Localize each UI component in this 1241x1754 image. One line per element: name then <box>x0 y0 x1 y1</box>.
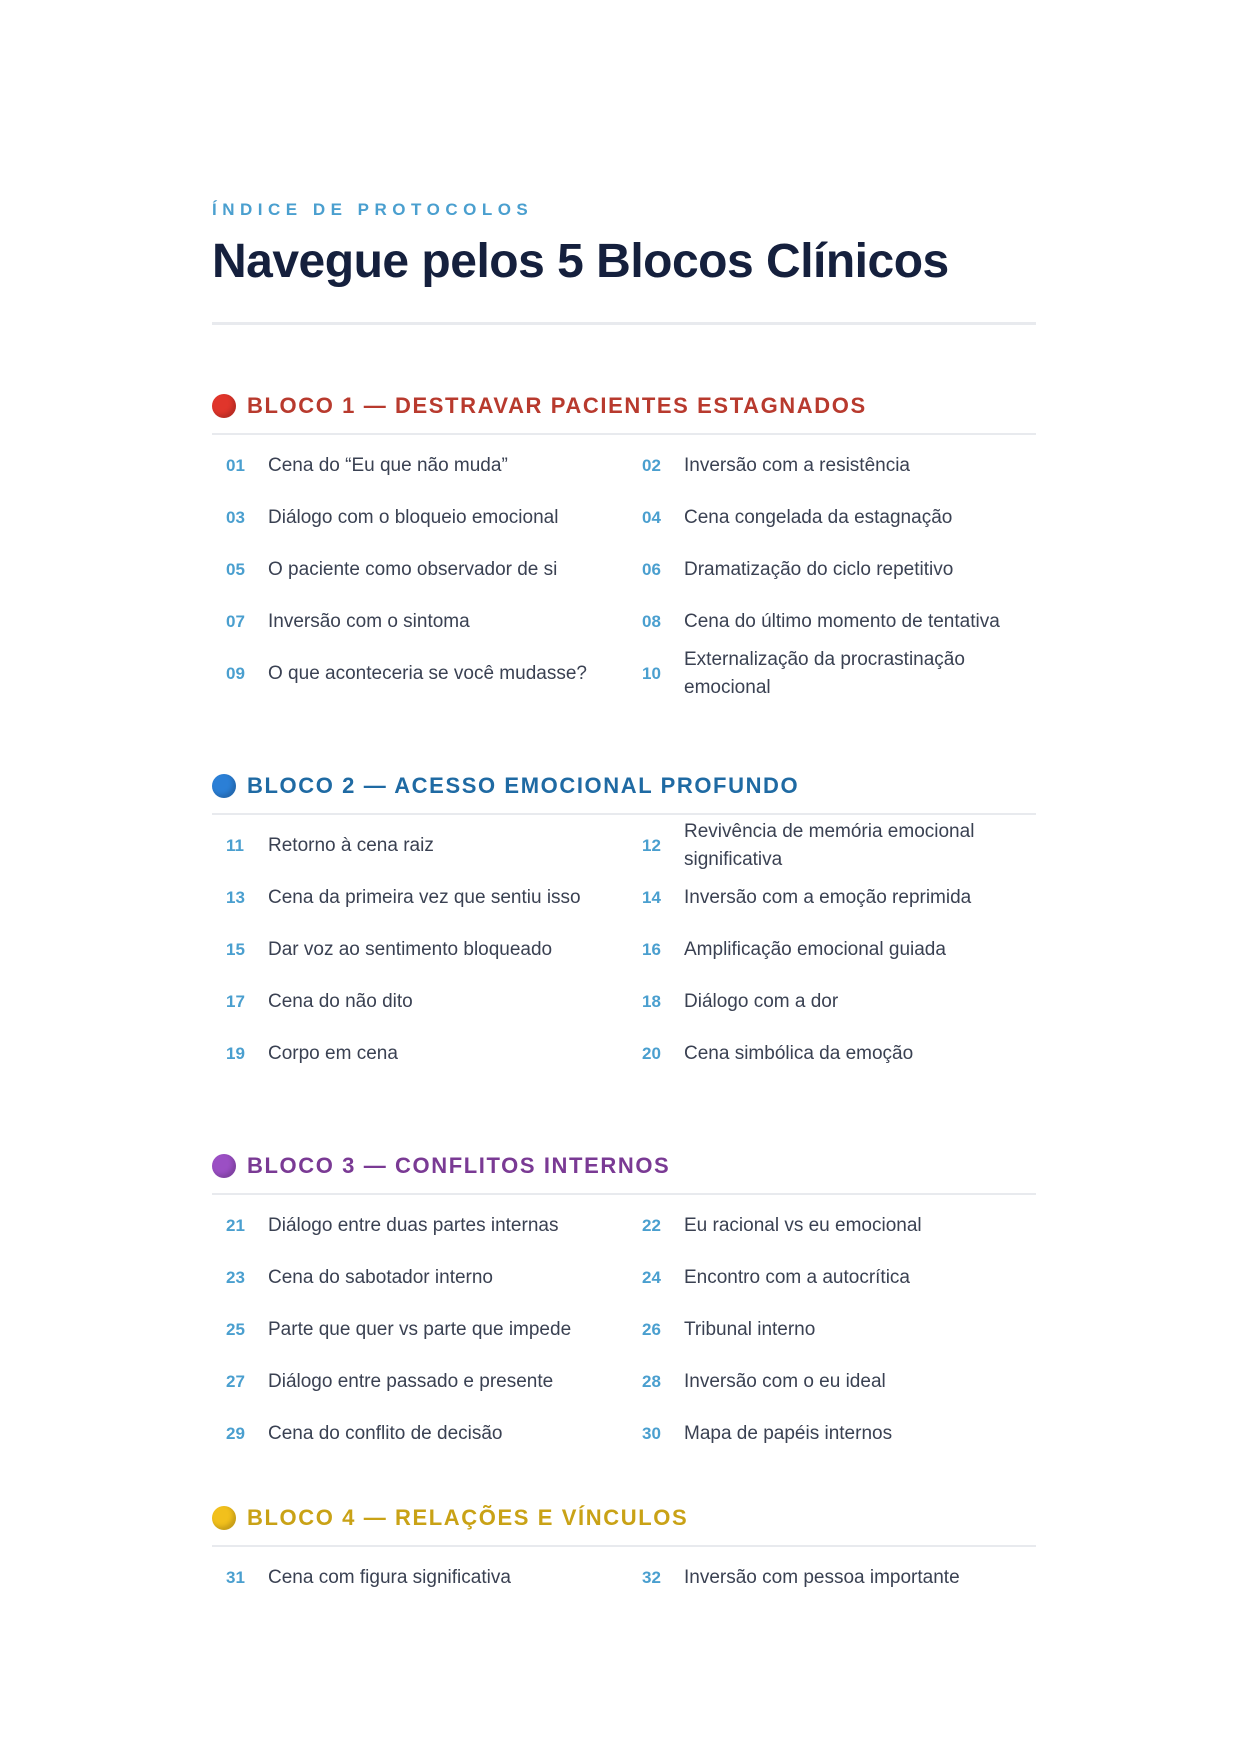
protocol-number: 15 <box>226 940 245 959</box>
protocol-label: Inversão com o eu ideal <box>684 1371 886 1392</box>
protocol-item <box>212 1356 628 1408</box>
protocol-label: Inversão com a emoção reprimida <box>684 887 972 908</box>
block-divider <box>212 433 1036 435</box>
purple-circle-icon <box>212 1154 236 1178</box>
eyebrow-label: ÍNDICE DE PROTOCOLOS <box>212 200 534 219</box>
protocol-item <box>212 820 628 872</box>
protocol-label: Eu racional vs eu emocional <box>684 1215 922 1236</box>
protocol-label: Mapa de papéis internos <box>684 1423 893 1444</box>
protocol-item <box>212 1028 628 1080</box>
protocol-number: 32 <box>642 1568 661 1587</box>
protocol-number: 27 <box>226 1372 245 1391</box>
page-title: Navegue pelos 5 Blocos Clínicos <box>212 235 949 288</box>
protocol-number: 30 <box>642 1424 661 1443</box>
block-divider <box>212 1545 1036 1547</box>
protocol-number: 02 <box>642 456 661 475</box>
protocol-item <box>212 1408 628 1460</box>
protocol-item <box>628 1200 1036 1252</box>
protocol-number: 10 <box>642 664 661 683</box>
protocol-item <box>212 1200 628 1252</box>
protocol-label: Externalização da procrastinação emocional <box>684 649 965 698</box>
protocol-label: Amplificação emocional guiada <box>684 939 946 960</box>
protocol-label: Inversão com a resistência <box>684 455 910 476</box>
protocol-number: 12 <box>642 836 661 855</box>
protocol-number: 09 <box>226 664 245 683</box>
block-title: BLOCO 3 — CONFLITOS INTERNOS <box>247 1153 671 1178</box>
protocol-number: 04 <box>642 508 661 527</box>
block-2 <box>212 769 1036 1080</box>
protocol-label: Corpo em cena <box>268 1043 398 1064</box>
protocol-list <box>212 820 1036 1080</box>
protocol-item <box>212 976 628 1028</box>
protocol-number: 25 <box>226 1320 245 1339</box>
protocol-number: 16 <box>642 940 661 959</box>
block-title: BLOCO 2 — ACESSO EMOCIONAL PROFUNDO <box>247 773 800 798</box>
protocol-label: Cena com figura significativa <box>268 1567 511 1588</box>
protocol-item <box>212 924 628 976</box>
red-circle-icon <box>212 394 236 418</box>
protocol-item <box>628 1408 1036 1460</box>
protocol-label: Cena simbólica da emoção <box>684 1043 914 1064</box>
protocol-item <box>212 596 628 648</box>
protocol-label: Dar voz ao sentimento bloqueado <box>268 939 553 960</box>
protocol-number: 22 <box>642 1216 661 1235</box>
title-divider <box>212 322 1036 325</box>
protocol-item <box>628 1552 1036 1604</box>
block-heading <box>212 389 1036 423</box>
protocol-label: Retorno à cena raiz <box>268 835 434 856</box>
protocol-item <box>628 648 1036 700</box>
protocol-item <box>628 924 1036 976</box>
protocol-item <box>212 1304 628 1356</box>
protocol-number: 08 <box>642 612 661 631</box>
protocol-number: 23 <box>226 1268 245 1287</box>
protocol-item <box>212 440 628 492</box>
protocol-item <box>628 1356 1036 1408</box>
protocol-label: Inversão com o sintoma <box>268 611 470 632</box>
protocol-number: 20 <box>642 1044 661 1063</box>
protocol-number: 14 <box>642 888 661 907</box>
block-divider <box>212 813 1036 815</box>
protocol-label: Diálogo entre passado e presente <box>268 1371 554 1392</box>
protocol-label: Encontro com a autocrítica <box>684 1267 910 1288</box>
protocol-label: Cena do conflito de decisão <box>268 1423 503 1444</box>
protocol-number: 21 <box>226 1216 245 1235</box>
block-heading <box>212 769 1036 803</box>
protocol-label: Cena do não dito <box>268 991 413 1012</box>
protocol-item <box>212 492 628 544</box>
protocol-number: 26 <box>642 1320 661 1339</box>
protocol-number: 06 <box>642 560 661 579</box>
block-title: BLOCO 4 — RELAÇÕES E VÍNCULOS <box>247 1505 689 1530</box>
protocol-item <box>212 1552 628 1604</box>
protocol-item <box>628 1252 1036 1304</box>
protocol-label: Diálogo entre duas partes internas <box>268 1215 559 1236</box>
protocol-item <box>628 1304 1036 1356</box>
protocol-item <box>628 872 1036 924</box>
protocol-number: 13 <box>226 888 245 907</box>
protocol-list <box>212 440 1036 700</box>
protocol-number: 29 <box>226 1424 245 1443</box>
protocol-item <box>212 1252 628 1304</box>
protocol-label: Cena do sabotador interno <box>268 1267 493 1288</box>
protocol-item <box>212 872 628 924</box>
protocol-number: 03 <box>226 508 245 527</box>
blue-circle-icon <box>212 774 236 798</box>
protocol-item <box>628 544 1036 596</box>
block-heading <box>212 1149 1036 1183</box>
protocol-label: Diálogo com a dor <box>684 991 839 1012</box>
block-3 <box>212 1149 1036 1460</box>
protocol-item <box>628 1028 1036 1080</box>
block-divider <box>212 1193 1036 1195</box>
protocol-number: 05 <box>226 560 245 579</box>
protocol-number: 24 <box>642 1268 661 1287</box>
protocol-item <box>212 648 628 700</box>
block-title: BLOCO 1 — DESTRAVAR PACIENTES ESTAGNADOS <box>247 393 867 418</box>
protocol-label: Diálogo com o bloqueio emocional <box>268 507 559 528</box>
protocol-label: Tribunal interno <box>684 1319 816 1340</box>
protocol-item <box>628 440 1036 492</box>
protocol-label: Inversão com pessoa importante <box>684 1567 960 1588</box>
block-4 <box>212 1501 1036 1604</box>
protocol-label: Cena do último momento de tentativa <box>684 611 1000 632</box>
protocol-label: Cena congelada da estagnação <box>684 507 953 528</box>
protocol-number: 11 <box>226 836 244 855</box>
protocol-number: 31 <box>226 1568 245 1587</box>
protocol-number: 17 <box>226 992 245 1011</box>
protocol-item <box>212 544 628 596</box>
yellow-circle-icon <box>212 1506 236 1530</box>
protocol-number: 18 <box>642 992 661 1011</box>
protocol-label: Revivência de memória emocional significativa <box>684 821 975 870</box>
protocol-label: Dramatização do ciclo repetitivo <box>684 559 954 580</box>
protocol-item <box>628 976 1036 1028</box>
protocol-label: Parte que quer vs parte que impede <box>268 1319 572 1340</box>
protocol-label: O paciente como observador de si <box>268 559 558 580</box>
protocol-list <box>212 1200 1036 1460</box>
protocol-number: 28 <box>642 1372 661 1391</box>
protocol-number: 19 <box>226 1044 245 1063</box>
protocol-label: Cena do “Eu que não muda” <box>268 455 508 476</box>
protocol-label: O que aconteceria se você mudasse? <box>268 663 587 684</box>
protocol-item <box>628 492 1036 544</box>
protocol-number: 01 <box>226 456 245 475</box>
block-heading <box>212 1501 1036 1535</box>
protocol-number: 07 <box>226 612 245 631</box>
block-1 <box>212 389 1036 700</box>
protocol-item <box>628 596 1036 648</box>
protocol-item <box>628 820 1036 872</box>
protocol-list <box>212 1552 1036 1604</box>
protocol-label: Cena da primeira vez que sentiu isso <box>268 887 581 908</box>
